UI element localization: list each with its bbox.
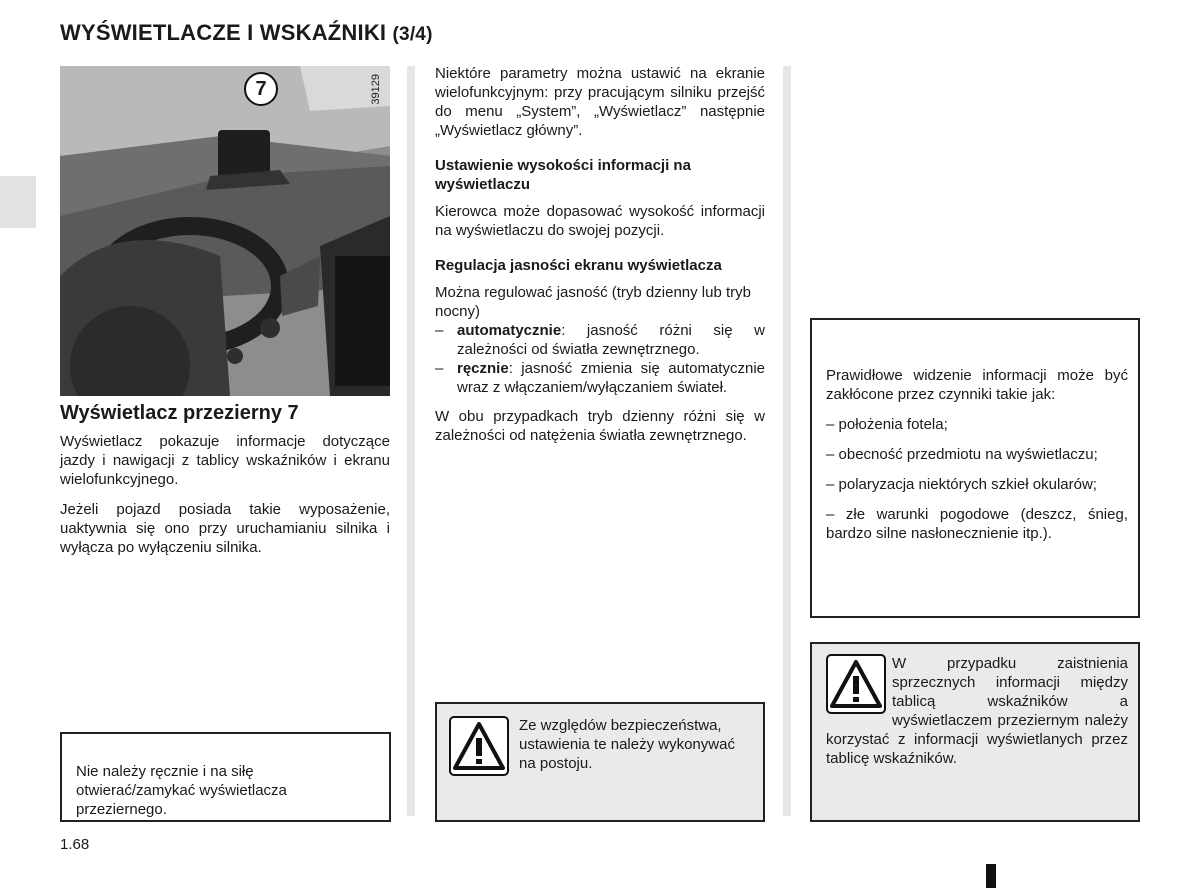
paragraph: W obu przypadkach tryb dzienny różni się w zależności od natężenia światła zewnętrznego. — [435, 408, 765, 444]
column-2 — [435, 64, 765, 445]
column-divider — [783, 66, 791, 816]
paragraph: Niektóre parametry można ustawić na ekranie wielofunkcyjnym: przy pracującym silniku przejść do menu „System”, „Wyświetlacz” następnie „Wyświetlacz główny”. — [435, 65, 765, 139]
item-label: automatycznie — [457, 322, 562, 339]
warning-text: W przypadku zaistnienia sprzecznych informacji między tablicą wskaźników a wyświetlaczem przeziernym należy korzystać z informacji wyświetlanych przez tablicę wskaźników. — [826, 655, 1128, 767]
section-heading: Wyświetlacz przezierny 7 — [60, 402, 299, 424]
subheading: Regulacja jasności ekranu wyświetlacza — [435, 257, 722, 274]
page-title — [60, 20, 433, 46]
page-edge-marker — [986, 864, 996, 888]
paragraph: Wyświetlacz pokazuje informacje dotyczące jazdy i nawigacji z tablicy wskaźników i ekranu wielofunkcyjnego. — [60, 433, 390, 488]
paragraph: Można regulować jasność (tryb dzienny lub tryb nocny) — [435, 284, 751, 320]
list-item: – złe warunki pogodowe (deszcz, śnieg, bardzo silne nasłonecznienie itp.). — [826, 506, 1128, 542]
list-item: – ręcznie: jasność zmienia się automatycznie wraz z włączaniem/wyłączaniem świateł. — [435, 360, 765, 396]
note-text: Nie należy ręcznie i na siłę otwierać/zamykać wyświetlacza przeziernego. — [76, 763, 287, 818]
list-item: – obecność przedmiotu na wyświetlaczu; — [826, 446, 1098, 463]
warning-triangle-icon — [449, 716, 509, 781]
warning-text: Ze względów bezpieczeństwa, ustawienia te należy wykonywać na postoju. — [519, 717, 735, 772]
list-item: – polaryzacja niektórych szkieł okularów; — [826, 476, 1097, 493]
item-label: ręcznie — [457, 360, 509, 377]
list-item: – automatycznie: jasność różni się w zależności od światła zewnętrznego. — [435, 322, 765, 358]
info-box — [810, 318, 1140, 618]
paragraph: Kierowca może dopasować wysokość informacji na wyświetlaczu do swojej pozycji. — [435, 203, 765, 239]
box-intro: Prawidłowe widzenie informacji może być zakłócone przez czynniki takie jak: — [826, 367, 1128, 403]
warning-box — [435, 702, 765, 822]
subheading: Ustawienie wysokości informacji na wyświetlaczu — [435, 157, 691, 193]
item-text: : jasność różni się w zależności od światła zewnętrznego. — [457, 322, 765, 358]
warning-box — [810, 642, 1140, 822]
callout-7: 7 — [244, 72, 278, 106]
dashboard-photo — [60, 66, 390, 396]
page-number: 1.68 — [60, 836, 90, 853]
column-divider — [407, 66, 415, 816]
list-item: – położenia fotela; — [826, 416, 948, 433]
paragraph: Jeżeli pojazd posiada takie wyposażenie, uaktywnia się ono przy uruchamianiu silnika i wyłącza po wyłączeniu silnika. — [60, 501, 390, 556]
item-text: : jasność zmienia się automatycznie wraz z włączaniem/wyłączaniem świateł. — [457, 360, 765, 396]
page-title-text: WYŚWIETLACZE I WSKAŹNIKI — [60, 20, 387, 45]
photo-code: 39129 — [370, 74, 382, 105]
warning-triangle-icon — [826, 654, 892, 714]
page-title-part: (3/4) — [392, 24, 433, 45]
section-tab — [0, 176, 36, 228]
note-box — [60, 732, 391, 822]
